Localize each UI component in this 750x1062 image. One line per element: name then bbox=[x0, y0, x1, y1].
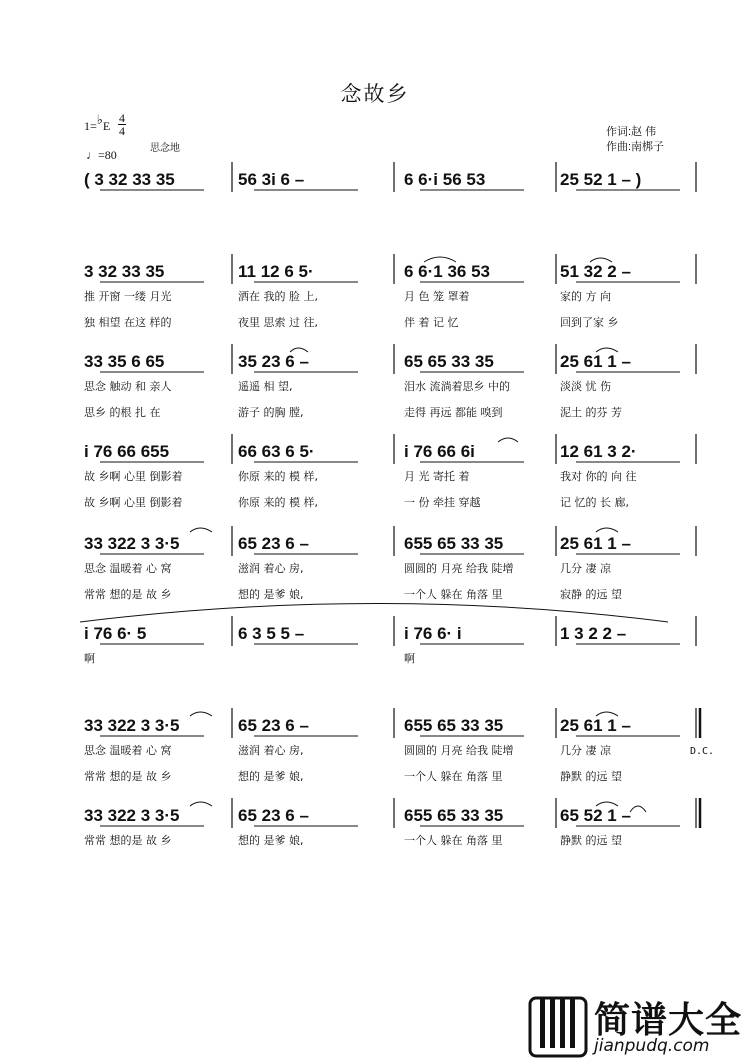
lyric-text: 游子 的胸 膛, bbox=[238, 406, 304, 419]
lyric-text: 洒在 我的 脸 上, bbox=[238, 290, 318, 303]
lyric-text: 滋润 着心 房, bbox=[238, 744, 304, 757]
lyric-text: 月 光 寄托 着 bbox=[404, 470, 470, 483]
logo-name: 简谱大全 bbox=[594, 1000, 743, 1041]
lyric-text: 夜里 思索 过 往, bbox=[238, 316, 318, 329]
lyric-text: 啊 bbox=[84, 652, 95, 665]
measure-notes: 1 3 2 2 – bbox=[560, 624, 627, 643]
logo-url: jianpudq.com bbox=[594, 1036, 710, 1056]
tie bbox=[596, 802, 618, 806]
lyric-text: 想的 是爹 娘, bbox=[238, 588, 304, 601]
lyric-text: 泪水 流淌着思乡 中的 bbox=[404, 380, 510, 393]
lyric-text: 故 乡啊 心里 倒影着 bbox=[84, 470, 183, 483]
measure-notes: 65 65 33 35 bbox=[404, 352, 494, 371]
measure-notes: 6 6·1 36 53 bbox=[404, 262, 491, 281]
lyric-text: 独 相望 在这 样的 bbox=[84, 316, 172, 329]
long-slur bbox=[80, 604, 668, 623]
measure-notes: 11 12 6 5· bbox=[238, 262, 314, 281]
tie bbox=[190, 802, 212, 806]
measure-notes: 66 63 6 5· bbox=[238, 442, 315, 461]
measure-notes: 6 6·i 56 53 bbox=[404, 170, 486, 189]
lyric-text: 常常 想的是 故 乡 bbox=[84, 588, 172, 601]
lyric-text: 泥土 的芬 芳 bbox=[560, 406, 622, 419]
lyric-text: 几分 凄 凉 bbox=[560, 562, 611, 575]
lyric-text: 思念 温暖着 心 窝 bbox=[84, 744, 172, 757]
lyric-text: 你原 来的 模 样, bbox=[238, 496, 318, 509]
flat-icon: ♭ bbox=[96, 112, 103, 127]
tie bbox=[190, 712, 212, 716]
lyric-text: 记 忆的 长 廊, bbox=[560, 496, 629, 509]
lyric-text: 啊 bbox=[404, 652, 415, 665]
measure-notes: 56 3i 6 – bbox=[238, 170, 305, 189]
measure-notes: 33 322 3 3·5 bbox=[84, 806, 180, 825]
measure-notes: i 76 6· 5 bbox=[84, 624, 147, 643]
lyric-text: 想的 是爹 娘, bbox=[238, 770, 304, 783]
key-note: E bbox=[102, 119, 111, 133]
measure-notes: 33 322 3 3·5 bbox=[84, 716, 180, 735]
measure-notes: i 76 66 6i bbox=[404, 442, 475, 461]
measure-notes: 25 61 1 – bbox=[560, 534, 631, 553]
lyric-text: 寂静 的远 望 bbox=[560, 588, 622, 601]
measure-notes: 12 61 3 2· bbox=[560, 442, 637, 461]
lyric-text: 遥遥 相 望, bbox=[238, 380, 293, 393]
measure-notes: 65 23 6 – bbox=[238, 806, 309, 825]
dc-mark: D.C. bbox=[690, 746, 715, 757]
measure-notes: 25 61 1 – bbox=[560, 716, 631, 735]
lyric-text: 想的 是爹 娘, bbox=[238, 834, 304, 847]
time-bottom: 4 bbox=[119, 124, 125, 138]
lyric-text: 思念 温暖着 心 窝 bbox=[84, 562, 172, 575]
measure-notes: 65 23 6 – bbox=[238, 534, 309, 553]
tie bbox=[596, 528, 618, 532]
measure-notes: 25 52 1 – ) bbox=[560, 170, 642, 189]
tie bbox=[596, 348, 618, 352]
lyric-text: 家的 方 向 bbox=[560, 290, 611, 303]
time-top: 4 bbox=[119, 111, 125, 125]
measure-notes: 25 61 1 – bbox=[560, 352, 631, 371]
tie bbox=[290, 348, 308, 352]
key-prefix: 1= bbox=[84, 119, 97, 133]
measure-notes: 6 3 5 5 – bbox=[238, 624, 305, 643]
lyric-text: 一个人 躲在 角落 里 bbox=[404, 834, 503, 847]
lyric-text: 静默 的远 望 bbox=[560, 770, 622, 783]
measure-notes: 65 23 6 – bbox=[238, 716, 309, 735]
composer-credit: 作曲:南梆子 bbox=[606, 141, 665, 153]
lyric-text: 思念 触动 和 亲人 bbox=[84, 380, 172, 393]
measure-notes: 35 23 6 – bbox=[238, 352, 309, 371]
tie bbox=[498, 438, 518, 442]
lyric-text: 静默 的远 望 bbox=[560, 834, 622, 847]
lyric-text: 一个人 躲在 角落 里 bbox=[404, 588, 503, 601]
measure-notes: i 76 6· i bbox=[404, 624, 462, 643]
lyric-text: 思乡 的根 扎 在 bbox=[84, 406, 161, 419]
fermata-icon bbox=[630, 806, 646, 812]
tie bbox=[596, 712, 618, 716]
expression-mark: 思念地 bbox=[150, 143, 180, 154]
lyric-text: 常常 想的是 故 乡 bbox=[84, 834, 172, 847]
lyric-text: 常常 想的是 故 乡 bbox=[84, 770, 172, 783]
lyric-text: 故 乡啊 心里 倒影着 bbox=[84, 496, 183, 509]
measure-notes: ( 3 32 33 35 bbox=[84, 170, 175, 189]
tie bbox=[190, 528, 212, 532]
lyric-text: 我对 你的 向 往 bbox=[560, 470, 637, 483]
lyric-text: 伴 着 记 忆 bbox=[404, 316, 459, 329]
lyric-text: 回到了家 乡 bbox=[560, 316, 619, 329]
lyric-text: 滋润 着心 房, bbox=[238, 562, 304, 575]
tie bbox=[424, 257, 456, 262]
lyric-text: 一个人 躲在 角落 里 bbox=[404, 770, 503, 783]
lyric-text: 一 份 牵挂 穿越 bbox=[404, 496, 481, 509]
lyric-text: 几分 凄 凉 bbox=[560, 744, 611, 757]
measure-notes: 51 32 2 – bbox=[560, 262, 631, 281]
lyric-text: 圆圆的 月亮 给我 陡增 bbox=[404, 562, 514, 575]
lyric-text: 你原 来的 模 样, bbox=[238, 470, 318, 483]
measure-notes: 33 35 6 65 bbox=[84, 352, 165, 371]
lyric-text: 淡淡 忧 伤 bbox=[560, 380, 611, 393]
measure-notes: 33 322 3 3·5 bbox=[84, 534, 180, 553]
lyric-text: 走得 再远 都能 嗅到 bbox=[404, 406, 503, 419]
tempo-value: =80 bbox=[98, 148, 117, 162]
measure-notes: 3 32 33 35 bbox=[84, 262, 165, 281]
lyric-text: 月 色 笼 罩着 bbox=[404, 290, 470, 303]
lyric-text: 圆圆的 月亮 给我 陡增 bbox=[404, 744, 514, 757]
tie bbox=[590, 258, 612, 262]
measure-notes: 65 52 1 – bbox=[560, 806, 631, 825]
measure-notes: 655 65 33 35 bbox=[404, 534, 504, 553]
song-title: 念故乡 bbox=[340, 82, 410, 106]
measure-notes: i 76 66 655 bbox=[84, 442, 170, 461]
measure-notes: 655 65 33 35 bbox=[404, 806, 504, 825]
lyricist-credit: 作词:赵 伟 bbox=[606, 126, 657, 138]
quarter-note-icon: ♩ bbox=[86, 148, 98, 162]
lyric-text: 推 开窗 一缕 月光 bbox=[84, 290, 172, 303]
measure-notes: 655 65 33 35 bbox=[404, 716, 504, 735]
